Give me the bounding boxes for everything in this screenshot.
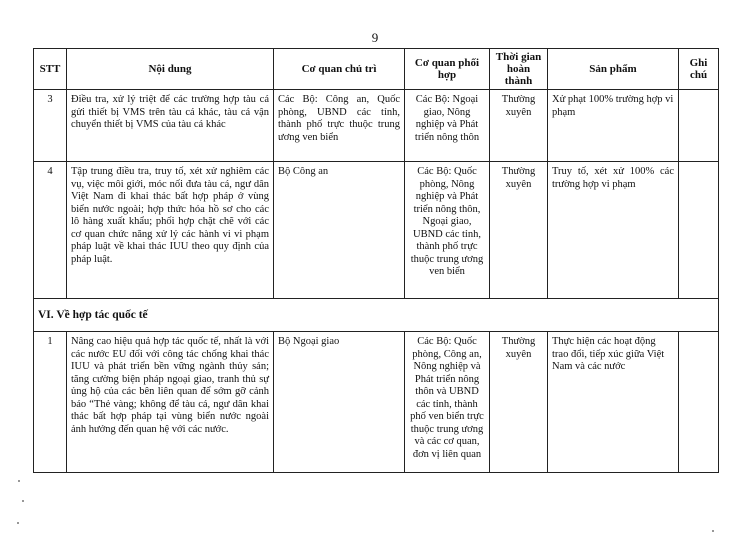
table-row xyxy=(34,162,719,299)
row-content: Nâng cao hiệu quả hợp tác quốc tế, nhất là với các nước EU đối với công tác chống khai thác IUU và phát triển bền vững ngành thủy sản; tăng cường biện pháp ngoại giao, tranh thủ sự ủng hộ của các bên liên quan để sớm gỡ cảnh báo “Thẻ vàng; không để tàu cá, ngư dân khai thác bất hợp pháp tại vùng biển nước ngoài ảnh hưởng đến quan hệ với các nước. xyxy=(67,332,274,473)
section-title: VI. Về hợp tác quốc tế xyxy=(34,299,719,332)
row-completion-time: Thường xuyên xyxy=(490,162,548,299)
row-stt: 3 xyxy=(34,90,67,162)
row-coordinating-agency: Các Bộ: Ngoại giao, Nông nghiệp và Phát triển nông thôn xyxy=(405,90,490,162)
header-lead-agency: Cơ quan chủ trì xyxy=(274,49,405,90)
row-note xyxy=(679,332,719,473)
header-note: Ghi chú xyxy=(679,49,719,90)
row-lead-agency: Bộ Công an xyxy=(274,162,405,299)
row-lead-agency: Các Bộ: Công an, Quốc phòng, UBND các tỉnh, thành phố trực thuộc trung ương ven biển xyxy=(274,90,405,162)
section-row xyxy=(34,299,719,332)
table-header-row xyxy=(34,49,719,90)
row-note xyxy=(679,162,719,299)
scan-speck xyxy=(18,480,20,482)
scan-speck xyxy=(712,530,714,532)
row-product: Truy tố, xét xử 100% các trường hợp vi phạm xyxy=(548,162,679,299)
scan-speck xyxy=(22,500,24,502)
header-product: Sản phẩm xyxy=(548,49,679,90)
row-lead-agency: Bộ Ngoại giao xyxy=(274,332,405,473)
row-note xyxy=(679,90,719,162)
header-coordinating-agency: Cơ quan phối hợp xyxy=(405,49,490,90)
row-content: Tập trung điều tra, truy tố, xét xử nghiêm các vụ, việc môi giới, móc nối đưa tàu cá, ngư dân Việt Nam đi khai thác bất hợp pháp ở vùng biển nước ngoài; hợp thức hóa hồ sơ cho các lô hàng xuất khẩu; phối hợp chặt chẽ với các cơ quan chức năng xử lý các hành vi vi phạm pháp luật về khai thác IUU theo quy định của pháp luật. xyxy=(67,162,274,299)
row-content: Điều tra, xử lý triệt để các trường hợp tàu cá gửi thiết bị VMS trên tàu cá khác, tàu cá vận chuyển thiết bị VMS của tàu cá khác xyxy=(67,90,274,162)
row-completion-time: Thường xuyên xyxy=(490,90,548,162)
page-number: 9 xyxy=(371,30,379,45)
row-product: Thực hiện các hoạt động trao đổi, tiếp xúc giữa Việt Nam và các nước xyxy=(548,332,679,473)
header-stt: STT xyxy=(34,49,67,90)
row-stt: 4 xyxy=(34,162,67,299)
header-completion-time: Thời gian hoàn thành xyxy=(490,49,548,90)
header-content: Nội dung xyxy=(67,49,274,90)
table-row xyxy=(34,332,719,473)
table-row xyxy=(34,90,719,162)
row-stt: 1 xyxy=(34,332,67,473)
action-plan-table xyxy=(33,48,719,473)
row-product: Xử phạt 100% trường hợp vi phạm xyxy=(548,90,679,162)
scan-speck xyxy=(17,522,19,524)
row-completion-time: Thường xuyên xyxy=(490,332,548,473)
row-coordinating-agency: Các Bộ: Quốc phòng, Công an, Nông nghiệp và Phát triển nông thôn và UBND các tỉnh, thành phố ven biển trực thuộc trung ương và các cơ quan, đơn vị liên quan xyxy=(405,332,490,473)
row-coordinating-agency: Các Bộ: Quốc phòng, Nông nghiệp và Phát triển nông thôn, Ngoại giao, UBND các tỉnh, thành phố trực thuộc trung ương ven biển xyxy=(405,162,490,299)
